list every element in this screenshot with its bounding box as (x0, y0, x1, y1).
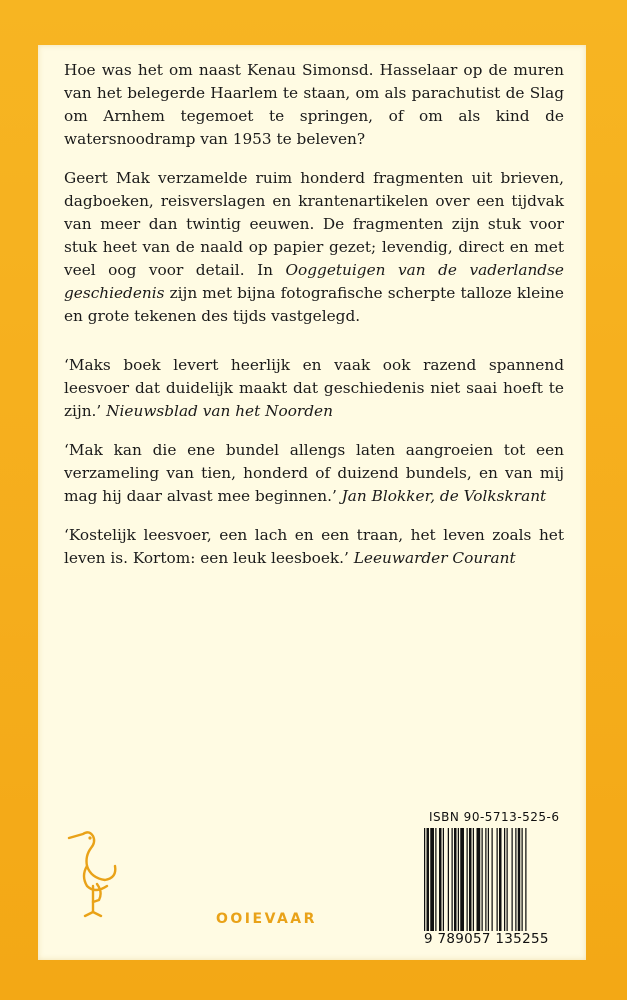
review-source: Nieuwsblad van het Noorden (106, 402, 333, 420)
review-source: Jan Blokker, de Volkskrant (341, 487, 547, 505)
barcode-bar (477, 828, 481, 938)
intro-paragraph-2 (64, 167, 564, 328)
barcode-bar (443, 828, 444, 938)
barcode-bar (522, 828, 523, 938)
isbn-label: ISBN 90-5713-525-6 (429, 810, 560, 824)
barcode-number: 9 789057 135255 (424, 931, 549, 947)
barcode-bar (439, 828, 442, 938)
barcode-bar (499, 828, 502, 938)
review-quote (64, 439, 564, 508)
stork-logo-icon (63, 820, 123, 920)
barcode-bar (430, 828, 434, 938)
barcode-bar (452, 828, 453, 938)
barcode-bar (460, 828, 464, 938)
barcode-bar (485, 828, 486, 938)
barcode-bar (482, 828, 483, 938)
barcode-bar (507, 828, 508, 938)
barcode-bar (424, 828, 425, 938)
review-text: ‘Mak kan die ene bundel allengs laten aangroeien tot een verzameling van tien, honderd of duizend bundels, en van mij mag hij daar alvast mee beginnen.’ (64, 441, 564, 505)
barcode-bar (525, 828, 526, 938)
barcode-bar (454, 828, 457, 938)
barcode-bar (497, 828, 498, 938)
barcode-bar (512, 828, 513, 938)
barcode-bar (518, 828, 521, 938)
book-title: Ooggetuigen van de vaderlandse geschiedenis (64, 261, 564, 302)
barcode-bar (448, 828, 449, 938)
publisher-name: OOIEVAAR (216, 911, 317, 927)
barcode-bar (473, 828, 474, 938)
barcode-bar (467, 828, 468, 938)
review-source: Leeuwarder Courant (353, 549, 516, 567)
barcode-bar (458, 828, 459, 938)
barcode-bar (427, 828, 430, 938)
text-panel (38, 45, 586, 960)
barcode (424, 828, 564, 938)
intro-paragraph-2-start: Geert Mak verzamelde ruim honderd fragmenten uit brieven, dagboeken, reisverslagen en krantenartikelen over een tijdvak van meer dan twintig eeuwen. De fragmenten zijn stuk voor stuk heet van de naald op papier gezet; levendig, direct en met veel oog voor detail. In (64, 169, 564, 279)
barcode-bar (492, 828, 493, 938)
barcode-bar (504, 828, 505, 938)
barcode-bar (435, 828, 436, 938)
barcode-bar (488, 828, 489, 938)
barcode-bar (469, 828, 472, 938)
review-quote (64, 354, 564, 423)
intro-paragraph-1: Hoe was het om naast Kenau Simonsd. Hasselaar op de muren van het belegerde Haarlem te staan, om als parachutist de Slag om Arnhem tegemoet te springen, of om als kind de watersnoodramp van 1953 te beleven? (64, 61, 564, 148)
review-text: ‘Kostelijk leesvoer, een lach en een traan, het leven zoals het leven is. Kortom: een leuk leesboek.’ (64, 526, 564, 567)
review-quote (64, 524, 564, 570)
intro-paragraph-2-end: zijn met bijna fotografische scherpte talloze kleine en grote tekenen des tijds vastgelegd. (64, 284, 564, 325)
review-text: ‘Maks boek levert heerlijk en vaak ook razend spannend leesvoer dat duidelijk maakt dat geschiedenis niet saai hoeft te zijn.’ (64, 356, 564, 420)
blurb-text (64, 59, 564, 586)
barcode-bar (515, 828, 516, 938)
